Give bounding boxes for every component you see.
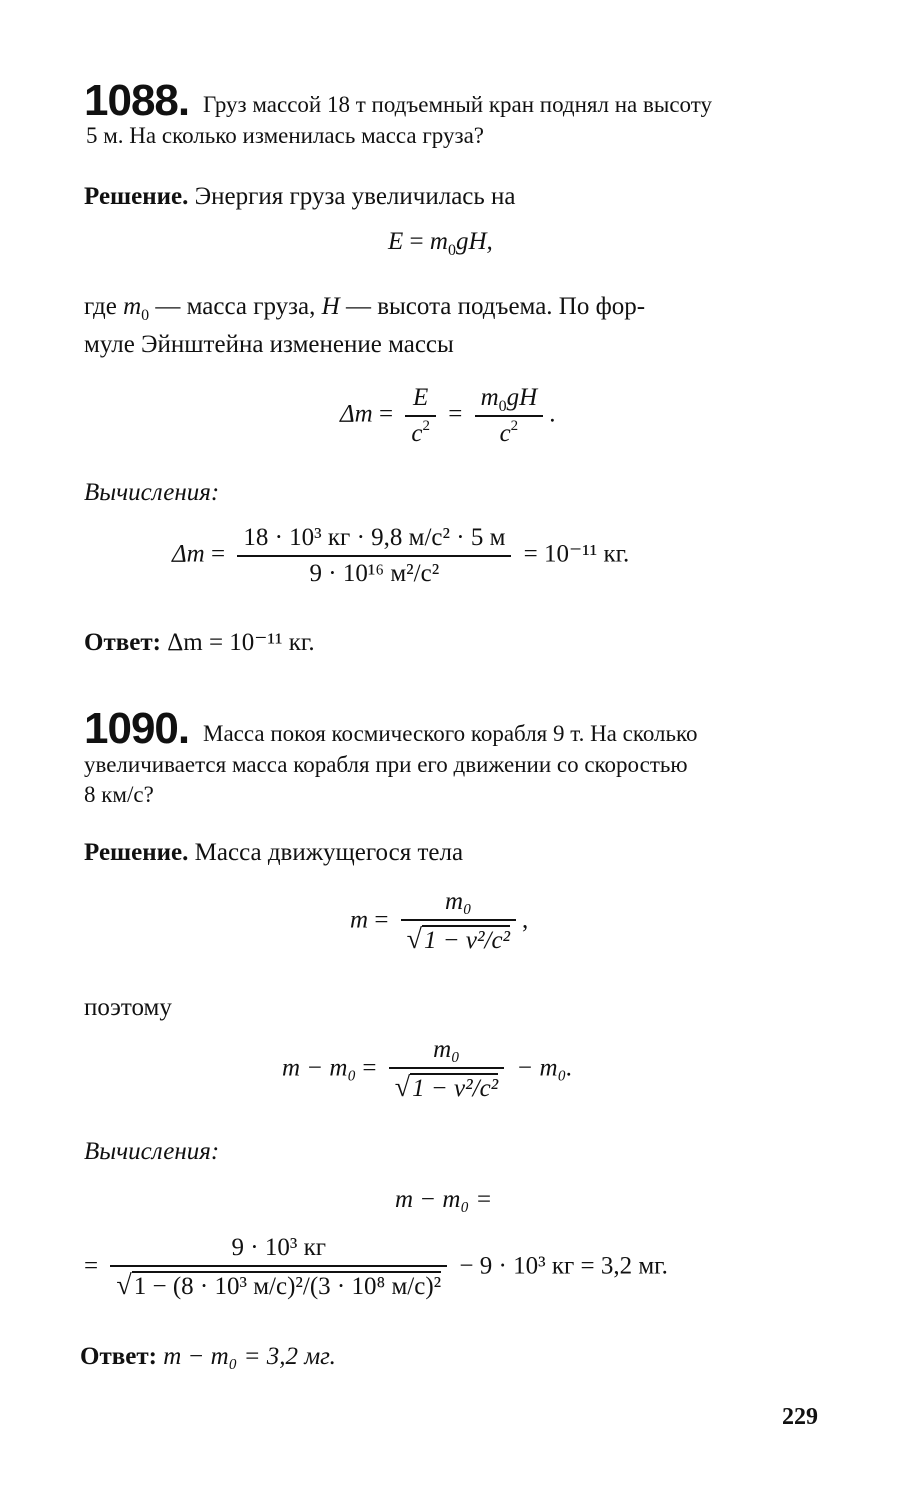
solution-text: Энергия груза увеличилась на	[194, 183, 516, 210]
answer-1088	[84, 628, 315, 658]
answer-1090	[80, 1342, 336, 1372]
where-line1: где $m_0$ — масса груза, H — высота подъема. По фор-	[84, 293, 646, 324]
problem-number-1088: 1088.	[84, 76, 190, 125]
equation-einstein: Δm = $\frac{E}{c^2}$ = $\frac{m_0gH}{c^2}$ .	[340, 384, 556, 447]
calc-equation-1090: = $\frac{\text{9 · 10³ кг}}{\text{√1 − (8 · 10³ м/с)²/(3 · 10⁸ м/с)²}}$ − 9 · 10³ кг = 3,2 мг.	[84, 1234, 668, 1301]
solution-label: Решение.	[84, 839, 189, 866]
calc-fraction-1088: $\frac{\text{18 · 10³ кг · 9,8 м/с² · 5 м}}{\text{9 · 10¹⁶ м²/с²}}$	[237, 524, 511, 588]
problem-1088-text-line2: 5 м. На сколько изменилась масса груза?	[86, 123, 484, 148]
calc-label-1090: Вычисления:	[84, 1138, 220, 1165]
problem-1090-text-line1: Масса покоя космического корабля 9 т. На сколько	[203, 721, 698, 746]
answer-value: m − m₀ = 3,2 мг.	[163, 1343, 336, 1370]
equation-energy: $E = m_0gH$,	[388, 228, 493, 259]
calc-fraction-1090: $\frac{\text{9 · 10³ кг}}{\text{√1 − (8 · 10³ м/с)²/(3 · 10⁸ м/с)²}}$	[110, 1234, 447, 1302]
fraction-mass-increase: $\frac{\text{m₀}}{\text{√1 − v²/c²}}$	[389, 1036, 504, 1104]
therefore-text: поэтому	[84, 994, 172, 1021]
calc-label-1088: Вычисления:	[84, 479, 220, 506]
equation-mass-increase: m − m₀ = $\frac{\text{m₀}}{\text{√1 − v²/c²}}$ − m₀.	[282, 1036, 573, 1103]
calc-equation-1088: Δm = $\frac{\text{18 · 10³ кг · 9,8 м/с² · 5 м}}{\text{9 · 10¹⁶ м²/с²}}$ = 10⁻¹¹ кг.	[172, 524, 630, 587]
equation-relativistic-mass: m = $\frac{\text{m₀}}{\text{√1 − v²/c²}}$ ,	[350, 888, 529, 955]
solution-label: Решение.	[84, 183, 189, 210]
calc-line1-1090: m − m₀ =	[395, 1186, 493, 1213]
answer-label: Ответ:	[84, 629, 161, 656]
problem-1088-text-line1: Груз массой 18 т подъемный кран поднял на высоту	[203, 92, 712, 117]
solution-1090	[84, 838, 463, 868]
solution-text: Масса движущегося тела	[194, 839, 464, 866]
page-number: 229	[782, 1404, 818, 1430]
fraction-relativistic: $\frac{\text{m₀}}{\text{√1 − v²/c²}}$	[401, 888, 516, 956]
problem-1090-text-line2: увеличивается масса корабля при его движении со скоростью	[84, 752, 688, 777]
answer-value: Δm = 10⁻¹¹ кг.	[167, 629, 315, 656]
answer-label: Ответ:	[80, 1343, 157, 1370]
problem-number-1090: 1090.	[84, 704, 190, 753]
problem-1090-text-line3: 8 км/с?	[84, 782, 154, 807]
fraction-e-c2: $\frac{E}{c^2}$	[405, 384, 436, 448]
solution-1088	[84, 182, 516, 212]
where-line2: муле Эйнштейна изменение массы	[84, 331, 454, 358]
fraction-mgh-c2: $\frac{m_0gH}{c^2}$	[475, 384, 544, 448]
